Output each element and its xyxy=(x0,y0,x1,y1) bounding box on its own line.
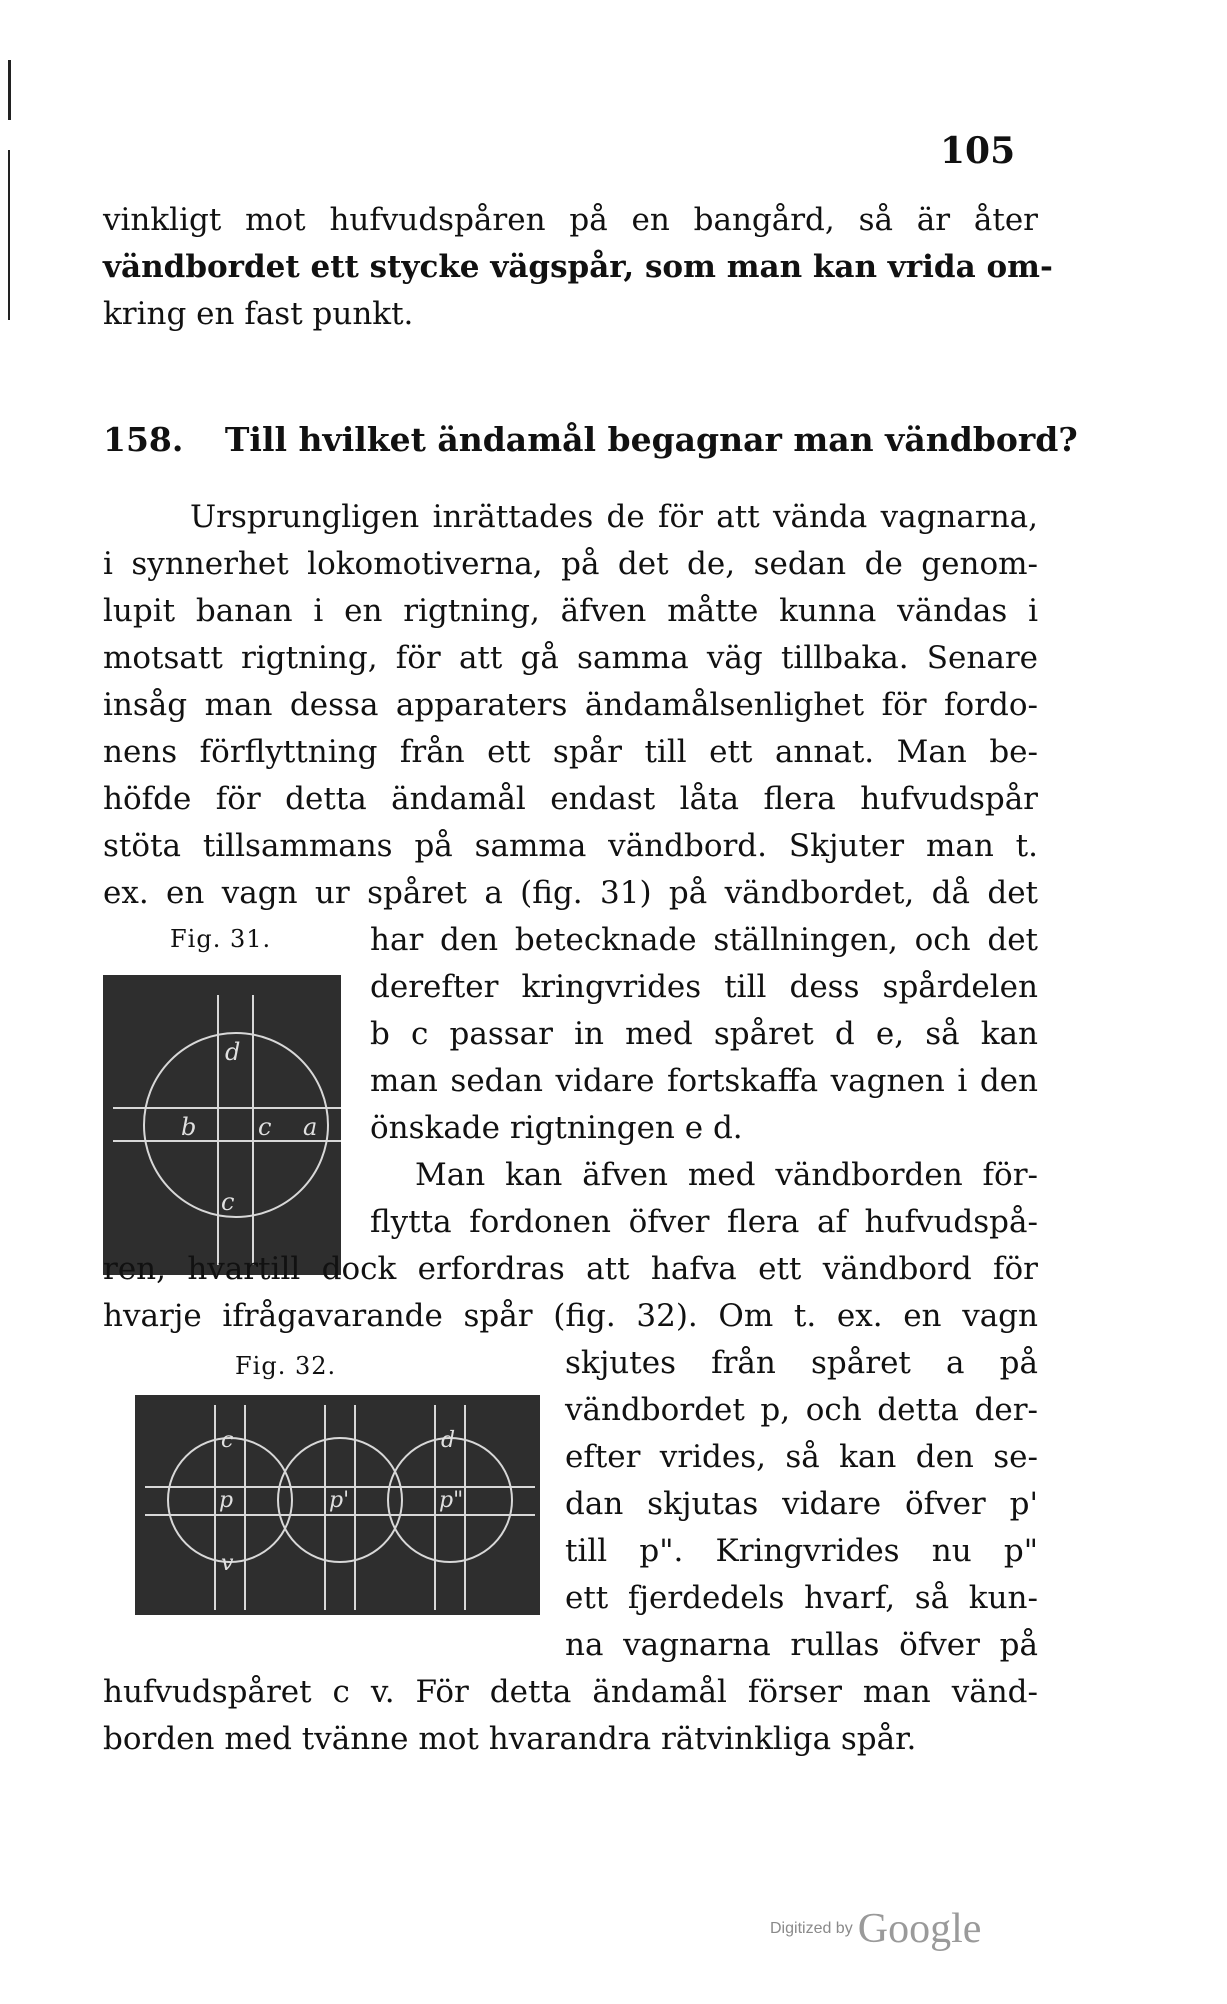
text-line: hufvudspåret c v. För detta ändamål förser man vänd- xyxy=(103,1674,1038,1710)
text-line: höfde för detta ändamål endast låta flera hufvudspår xyxy=(103,781,1038,817)
text-line: Ursprungligen inrättades de för att vända vagnarna, xyxy=(190,499,1038,535)
text-line: efter vrides, så kan den se- xyxy=(565,1439,1038,1475)
figure-32-label-p-prime: p' xyxy=(329,1488,350,1513)
text-line: nens förflyttning från ett spår till ett annat. Man be- xyxy=(103,734,1038,770)
text-line: hvarje ifrågavarande spår (fig. 32). Om t. ex. en vagn xyxy=(103,1298,1038,1334)
digitized-watermark xyxy=(770,1905,981,1953)
text-line: dan skjutas vidare öfver p' xyxy=(565,1486,1038,1522)
figure-32-label-p-double-prime: p" xyxy=(439,1488,464,1513)
figure-32-caption: Fig. 32. xyxy=(235,1352,337,1380)
text-line: Man kan äfven med vändborden för- xyxy=(415,1157,1038,1193)
figure-31-caption: Fig. 31. xyxy=(170,925,272,953)
text-line: borden med tvänne mot hvarandra rätvinkliga spår. xyxy=(103,1721,917,1757)
text-line: b c passar in med spåret d e, så kan xyxy=(370,1016,1038,1052)
text-line: till p". Kringvrides nu p" xyxy=(565,1533,1038,1569)
google-logo: Google xyxy=(857,1906,982,1952)
page-number: 105 xyxy=(940,130,1016,172)
figure-32-label-v: v xyxy=(221,1551,234,1576)
figure-32-diagram xyxy=(135,1395,540,1615)
figure-31-label-c: c xyxy=(258,1113,272,1141)
figure-31-label-a: a xyxy=(303,1113,318,1141)
figure-31-label-c-lower: c xyxy=(221,1188,235,1216)
text-line: ren, hvartill dock erfordras att hafva ett vändbord för xyxy=(103,1251,1038,1287)
text-line: skjutes från spåret a på xyxy=(565,1345,1038,1381)
watermark-label: Digitized by xyxy=(770,1920,853,1937)
question-number: 158. xyxy=(103,420,184,459)
text-line: man sedan vidare fortskaffa vagnen i den xyxy=(370,1063,1038,1099)
text-line: flytta fordonen öfver flera af hufvudspå- xyxy=(370,1204,1038,1240)
text-line: na vagnarna rullas öfver på xyxy=(565,1627,1038,1663)
text-line: ett fjerdedels hvarf, så kun- xyxy=(565,1580,1038,1616)
text-line: vändbordet ett stycke vägspår, som man kan vrida om- xyxy=(103,249,1053,285)
figure-32-label-c: c xyxy=(221,1428,234,1453)
figure-32-label-d: d xyxy=(441,1428,456,1453)
scan-edge-mark xyxy=(8,150,10,320)
text-line: har den betecknade ställningen, och det xyxy=(370,922,1038,958)
text-line: motsatt rigtning, för att gå samma väg tillbaka. Senare xyxy=(103,640,1038,676)
text-line: derefter kringvrides till dess spårdelen xyxy=(370,969,1038,1005)
text-line: lupit banan i en rigtning, äfven måtte kunna vändas i xyxy=(103,593,1038,629)
text-line: insåg man dessa apparaters ändamålsenlighet för fordo- xyxy=(103,687,1038,723)
text-line: kring en fast punkt. xyxy=(103,296,414,332)
scan-edge-mark xyxy=(8,60,11,120)
text-line: önskade rigtningen e d. xyxy=(370,1110,743,1146)
question-text: Till hvilket ändamål begagnar man vändbord? xyxy=(224,420,1078,459)
figure-31-diagram xyxy=(103,975,341,1275)
text-line: ex. en vagn ur spåret a (fig. 31) på vändbordet, då det xyxy=(103,875,1038,911)
figure-31-label-b: b xyxy=(181,1113,197,1141)
text-line: vändbordet p, och detta der- xyxy=(565,1392,1038,1428)
figure-32-label-p: p xyxy=(219,1488,234,1513)
figure-31-label-d: d xyxy=(225,1038,241,1066)
question-heading xyxy=(103,420,1078,459)
text-line: vinkligt mot hufvudspåren på en bangård, så är åter xyxy=(103,202,1038,238)
text-line: stöta tillsammans på samma vändbord. Skjuter man t. xyxy=(103,828,1038,864)
text-line: i synnerhet lokomotiverna, på det de, sedan de genom- xyxy=(103,546,1038,582)
